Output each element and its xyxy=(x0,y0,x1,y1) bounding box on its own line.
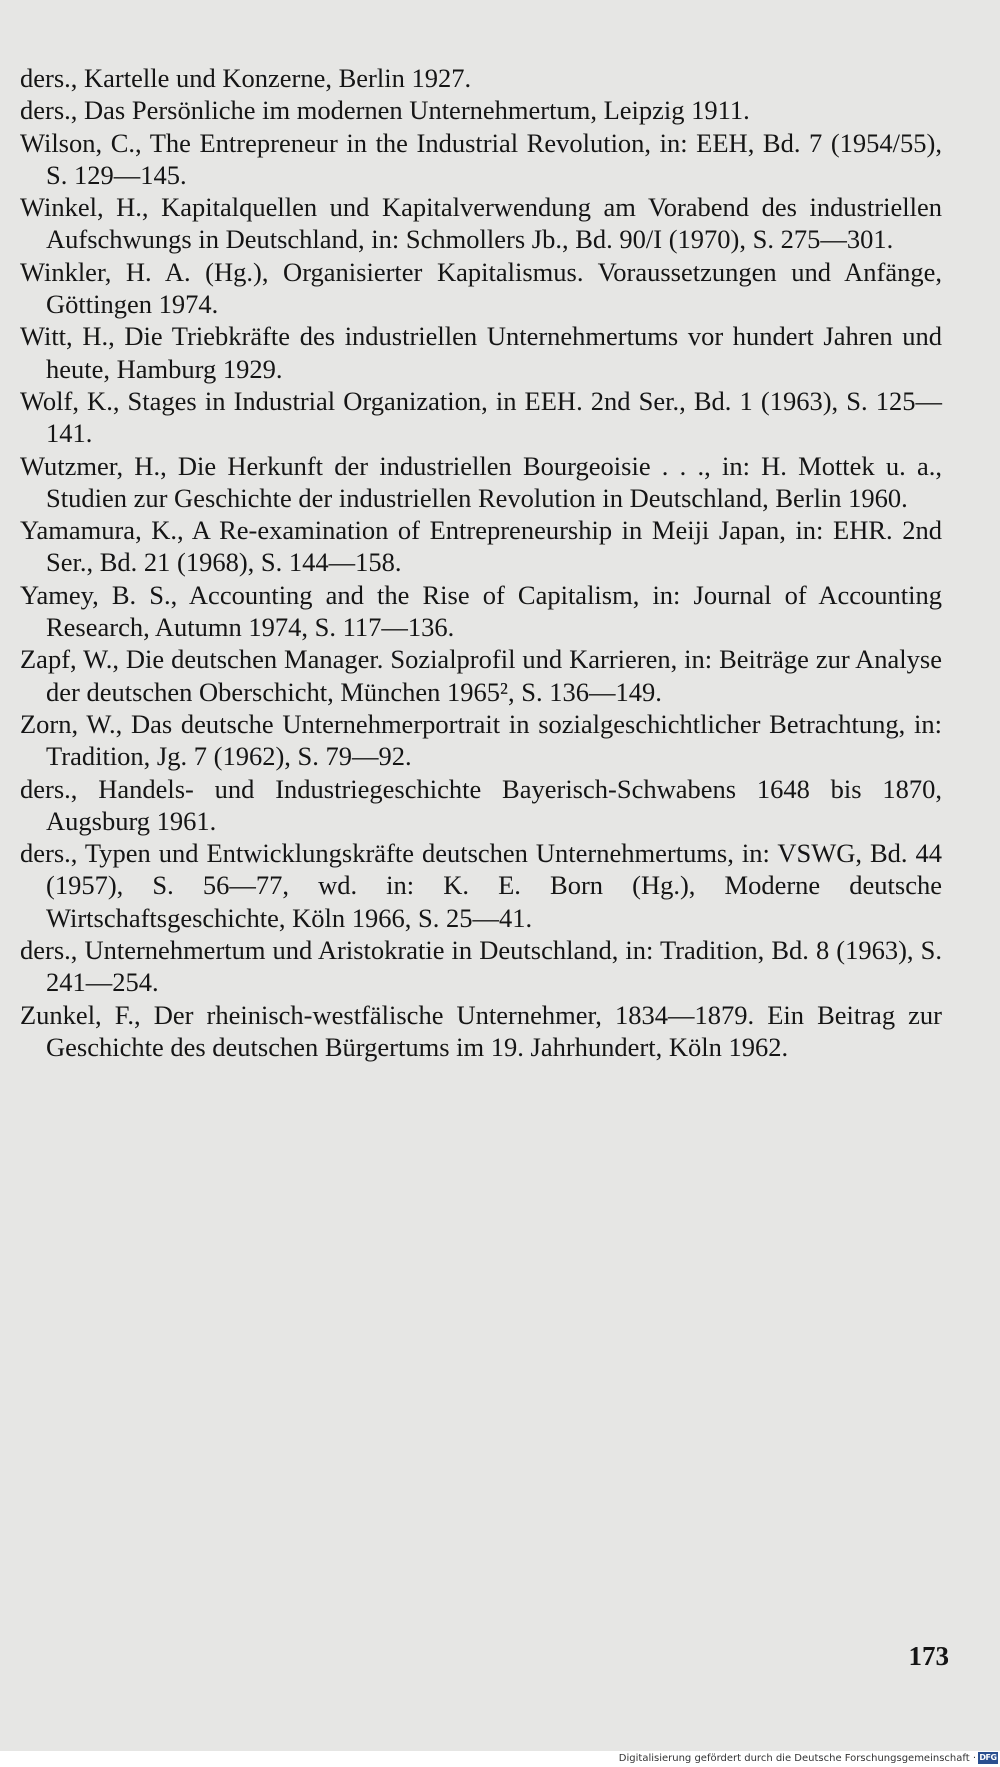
bibliography-entry: Wutzmer, H., Die Herkunft der industriellen Bourgeoisie . . ., in: H. Mottek u. a., Studien zur Geschichte der industriellen Revolution in Deutschland, Berlin 1960. xyxy=(20,450,942,513)
bibliography-entry: ders., Typen und Entwicklungskräfte deutschen Unternehmertums, in: VSWG, Bd. 44 (1957), S. 56—77, wd. in: K. E. Born (Hg.), Moderne deutsche Wirtschaftsgeschichte, Köln 1966, S. 25—41. xyxy=(20,838,942,933)
page-number: 173 xyxy=(908,1641,949,1671)
bibliography-entry: Yamamura, K., A Re-examination of Entrepreneurship in Meiji Japan, in: EHR. 2nd Ser., Bd. 21 (1968), S. 144—158. xyxy=(20,515,942,578)
bibliography-entry: Witt, H., Die Triebkräfte des industriellen Unternehmertums vor hundert Jahren und heute, Hamburg 1929. xyxy=(20,321,942,384)
bibliography-entry: Winkel, H., Kapitalquellen und Kapitalverwendung am Vorabend des industriellen Aufschwungs in Deutschland, in: Schmollers Jb., Bd. 90/I (1970), S. 275—301. xyxy=(20,192,942,255)
bibliography-list xyxy=(20,62,942,1063)
bibliography-entry: Zapf, W., Die deutschen Manager. Sozialprofil und Karrieren, in: Beiträge zur Analyse der deutschen Oberschicht, München 1965², S. 136—149. xyxy=(20,644,942,707)
bibliography-entry: ders., Unternehmertum und Aristokratie in Deutschland, in: Tradition, Bd. 8 (1963), S. 241—254. xyxy=(20,935,942,998)
bibliography-entry: ders., Das Persönliche im modernen Unternehmertum, Leipzig 1911. xyxy=(20,95,750,126)
bibliography-entry: Zorn, W., Das deutsche Unternehmerportrait in sozialgeschichtlicher Betrachtung, in: Tradition, Jg. 7 (1962), S. 79—92. xyxy=(20,708,942,772)
bibliography-entry: ders., Handels- und Industriegeschichte Bayerisch-Schwabens 1648 bis 1870, Augsburg 1961. xyxy=(20,773,942,836)
dfg-logo-icon: DFG xyxy=(979,1753,997,1762)
bibliography-entry: Winkler, H. A. (Hg.), Organisierter Kapitalismus. Voraussetzungen und Anfänge, Göttingen 1974. xyxy=(20,256,942,320)
bibliography-entry: Yamey, B. S., Accounting and the Rise of Capitalism, in: Journal of Accounting Research, Autumn 1974, S. 117—136. xyxy=(20,579,942,643)
bibliography-entry: ders., Kartelle und Konzerne, Berlin 1927. xyxy=(20,63,472,93)
bibliography-entry: Zunkel, F., Der rheinisch-westfälische Unternehmer, 1834—1879. Ein Beitrag zur Geschichte des deutschen Bürgertums im 19. Jahrhundert, Köln 1962. xyxy=(20,999,942,1062)
bibliography-entry: Wilson, C., The Entrepreneur in the Industrial Revolution, in: EEH, Bd. 7 (1954/55), S. 129—145. xyxy=(20,127,942,190)
bibliography-entry: Wolf, K., Stages in Industrial Organization, in EEH. 2nd Ser., Bd. 1 (1963), S. 125—141. xyxy=(20,385,942,449)
funding-credit: Digitalisierung gefördert durch die Deutsche Forschungsgemeinschaft · xyxy=(618,1753,976,1764)
